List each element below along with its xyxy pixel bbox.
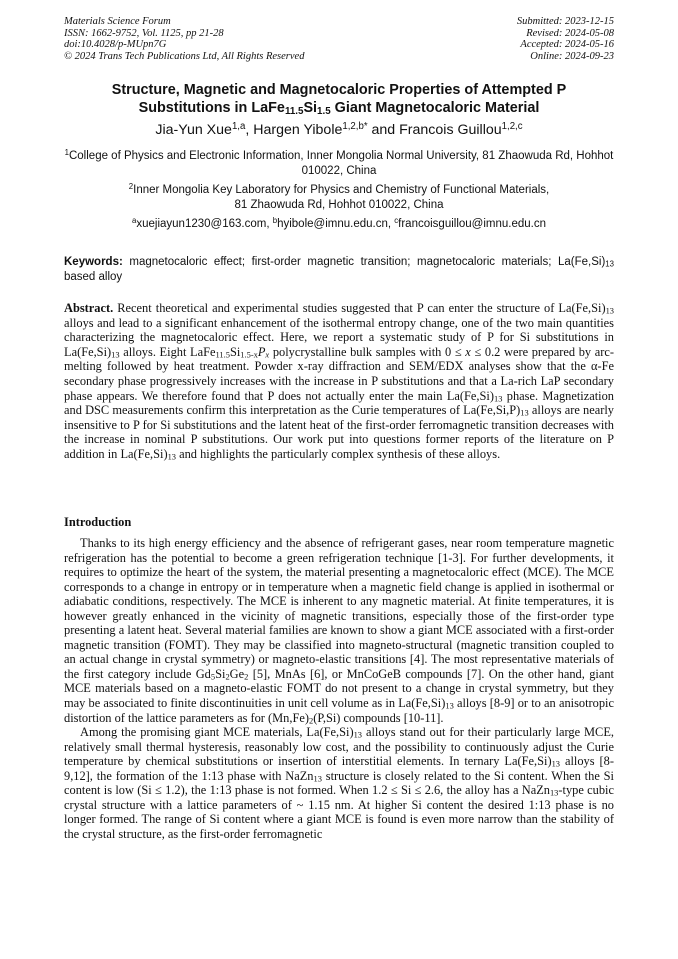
journal-info [64,16,304,62]
author-affiliation-mark: 1,2,c [501,121,523,133]
author-name: Jia-Yun Xue [155,122,232,138]
author-name: Francois Guillou [399,122,502,138]
doi-line[interactable]: doi:10.4028/p-MUpn7G [64,39,167,51]
abstract-label: Abstract. [64,301,114,315]
author-affiliation-mark: 1,a [231,121,246,133]
paragraph: Among the promising giant MCE materials, $La(Fe,Si)_{13}$ alloys stand out for their particularly large MCE, relatively small thermal hysteresis, reasonably low cost, and the possibility to continuously adjust the Curie temperature by chemical substitutions or insertion of interstitial elements. In ternary $La(Fe,Si)_{13}$ alloys [8-9,12], the formation of the 1:13 phase with NaZn$_{13}$ structure is closely related to the Si content. When the Si content is low (Si ≤ 1.2), the 1:13 phase is not formed. When 1.2 ≤ Si ≤ 2.6, the alloy has a NaZn$_{13}$-type cubic crystal structure with a lattice parameters of ~ 1.15 nm. At higher Si content the desired 1:13 phase is no longer formed. The range of Si content where a giant MCE is found is even more narrow than the stability of the crystal structure, as the first-order ferromagnetic [64,725,614,841]
copyright-line: © 2024 Trans Tech Publications Ltd, All Rights Reserved [64,50,305,62]
keywords: Keywords: magnetocaloric effect; first-order magnetic transition; magnetocaloric materials; $La(Fe,Si)_{13}$ based alloy [64,256,614,283]
section-heading-introduction: Introduction [64,515,132,529]
title-line-1: Structure, Magnetic and Magnetocaloric Properties of Attempted P [111,82,567,98]
email-link[interactable]: hyibole@imnu.edu.cn [277,218,388,230]
title-line-2: Substitutions in $LaFe_{11.5}Si_{1.5}$ Giant Magnetocaloric Material [138,100,540,117]
author-name: Hargen Yibole [253,122,343,138]
issn-line: ISSN: 1662-9752, Vol. 1125, pp 21-28 [64,27,224,39]
author-emails: $^a$xuejiayun1230@163.com, $^b$hyibole@imnu.edu.cn, $^c$francoisguillou@imnu.edu.cn [132,216,546,230]
keywords-label: Keywords: [64,256,123,268]
introduction-body [64,536,614,841]
affiliation-2: $^2$Inner Mongolia Key Laboratory for Physics and Chemistry of Functional Materials, 81 Zhaowuda Rd, Hohhot 010022, China [128,182,550,211]
online-date: Online: 2024-09-23 [530,50,614,62]
paragraph: Thanks to its high energy efficiency and the absence of refrigerant gases, near room temperature magnetic refrigeration has the potential to become a green refrigeration technique [1-3]. For further developments, it requires to optimize the heart of the system, the material presenting a magnetocaloric effect (MCE). The MCE corresponds to a change in entropy or in temperature when a magnetic field change is applied in isothermal or adiabatic conditions, respectively. The MCE is inherent to any magnetic material. At finite temperatures, it is however greatly enhanced in the vicinity of magnetic transitions, especially those of the first-order type presenting a latent heat. Several material families are known to show a giant MCE associated with a first-order magnetic transition (FOMT). They may be classified into magneto-structural (magnetic transition coupled to an actual change in crystal symmetry) or magneto-elastic transitions [4]. The most representative materials of the first category include $Gd_5Si_2Ge_2$ [5], MnAs [6], or MnCoGeB compounds [7]. On the other hand, giant MCE materials based on a magneto-elastic FOMT do not present to a change in crystal symmetry, but they may be associated to finite discontinuities in unit cell volume as in $La(Fe,Si)_{13}$ alloys [8-9] or to an anisotropic distortion of the lattice parameters as for $(Mn,Fe)_2(P,Si)$ compounds [10-11]. [64,536,614,726]
email-link[interactable]: xuejiayun1230@163.com [136,218,267,230]
author-affiliation-mark: 1,2,b* [342,121,368,133]
journal-name: Materials Science Forum [64,16,171,27]
accepted-date: Accepted: 2024-05-16 [520,39,614,51]
revised-date: Revised: 2024-05-08 [526,27,614,39]
author-list: Jia-Yun Xue$^{1,a}$, Hargen Yibole$^{1,2,b*}$ and Francois Guillou$^{1,2,c}$ [155,121,523,138]
email-link[interactable]: francoisguillou@imnu.edu.cn [398,218,546,230]
affiliation-1: $^1$College of Physics and Electronic Information, Inner Mongolia Normal University, 81 Zhaowuda Rd, Hohhot 010022, China [64,148,614,177]
publication-dates [517,16,614,62]
abstract: Abstract. Recent theoretical and experimental studies suggested that P can enter the structure of $La(Fe,Si)_{13}$ alloys and lead to a significant enhancement of the isothermal entropy change, one of the two main quantities characterizing the magnetocaloric effect. Here, we report a systematic study of P for Si substitutions in $La(Fe,Si)_{13}$ alloys. Eight $LaFe_{11.5}Si_{1.5-x}P_x$ polycrystalline bulk samples with 0 ≤ x ≤ 0.2 were prepared by arc-melting followed by heat treatment. Powder x-ray diffraction and SEM/EDX analyses show that the α-Fe secondary phase progressively increases with the increase in P substitutions and that a La-rich LaP secondary phase appears. We therefore found that P does not actually enter the main $La(Fe,Si)_{13}$ phase. Magnetization and DSC measurements confirm this interpretation as the Curie temperatures of $La(Fe,Si,P)_{13}$ alloys are nearly insensitive to P for Si substitutions and the latent heat of the first-order ferromagnetic transition decreases with the increase in nominal P substitutions. Our work put into questions former reports of the literature on P addition in $La(Fe,Si)_{13}$ and highlights the particularly complex synthesis of these alloys. [64,301,614,462]
submitted-date: Submitted: 2023-12-15 [516,16,614,27]
paper-title [64,81,614,117]
